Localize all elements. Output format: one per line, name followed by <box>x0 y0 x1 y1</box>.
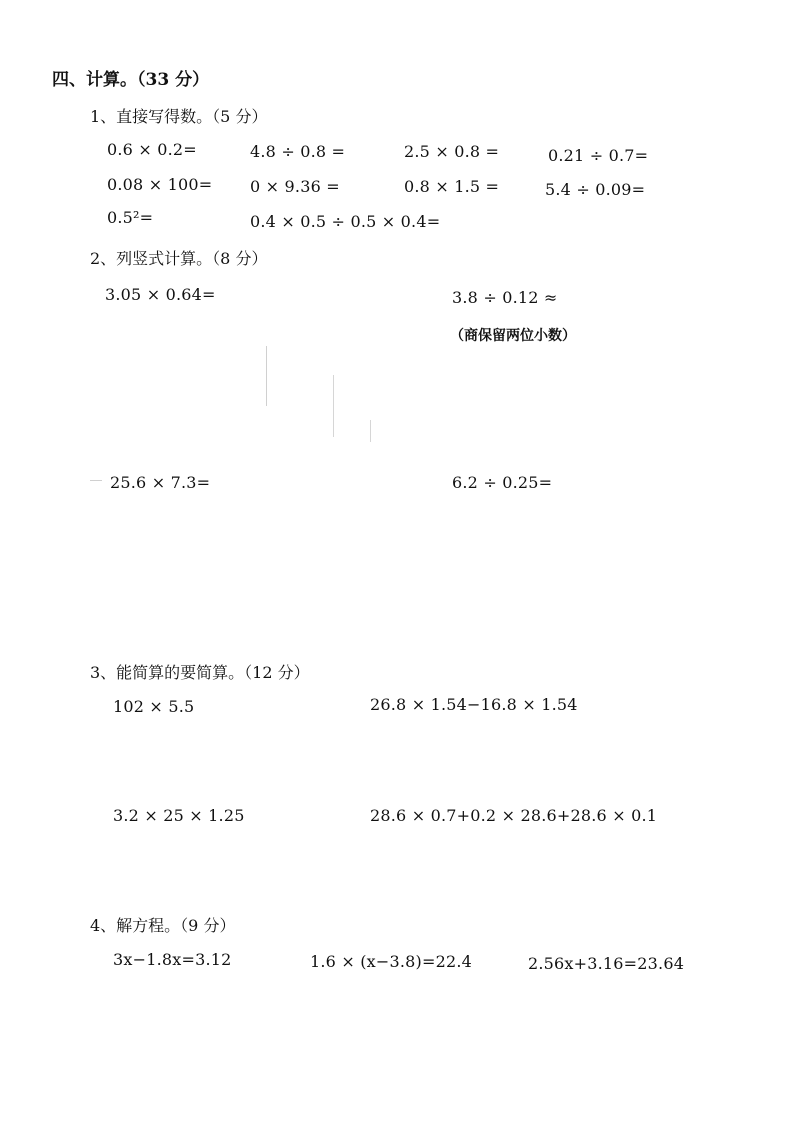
part2-item: 25.6 × 7.3= <box>110 473 211 492</box>
part1-item: 2.5 × 0.8 = <box>404 142 500 161</box>
part1-item: 0.5²= <box>107 208 154 227</box>
part3-item: 28.6 × 0.7+0.2 × 28.6+28.6 × 0.1 <box>370 806 658 825</box>
part2-note: （商保留两位小数） <box>450 328 576 344</box>
part1-item: 0.8 × 1.5 = <box>404 177 500 196</box>
part1-item: 0.08 × 100= <box>107 175 213 194</box>
part4-item: 3x−1.8x=3.12 <box>113 950 232 969</box>
part2-title: 2、列竖式计算。（8 分） <box>90 249 268 268</box>
part2-item: 6.2 ÷ 0.25= <box>452 473 553 492</box>
part2-item: 3.8 ÷ 0.12 ≈ <box>452 288 558 307</box>
part1-item: 0.4 × 0.5 ÷ 0.5 × 0.4= <box>250 212 441 231</box>
part1-item: 0 × 9.36 = <box>250 177 340 196</box>
part1-item: 5.4 ÷ 0.09= <box>545 180 646 199</box>
part4-item: 2.56x+3.16=23.64 <box>528 954 685 973</box>
part3-item: 3.2 × 25 × 1.25 <box>113 806 245 825</box>
part4-item: 1.6 × (x−3.8)=22.4 <box>310 952 473 971</box>
scan-mark <box>370 420 371 442</box>
part3-title: 3、能简算的要简算。（12 分） <box>90 663 310 682</box>
part4-title: 4、解方程。（9 分） <box>90 916 236 935</box>
part1-title: 1、直接写得数。（5 分） <box>90 107 268 126</box>
part3-item: 102 × 5.5 <box>113 697 195 716</box>
part1-item: 0.6 × 0.2= <box>107 140 197 159</box>
part1-item: 4.8 ÷ 0.8 = <box>250 142 346 161</box>
part1-item: 0.21 ÷ 0.7= <box>548 146 649 165</box>
section-title: 四、计算。（33 分） <box>52 70 210 90</box>
scan-mark <box>266 346 267 406</box>
part3-item: 26.8 × 1.54−16.8 × 1.54 <box>370 695 578 714</box>
part2-item: 3.05 × 0.64= <box>105 285 216 304</box>
scan-mark <box>90 480 102 481</box>
scan-mark <box>333 375 334 437</box>
